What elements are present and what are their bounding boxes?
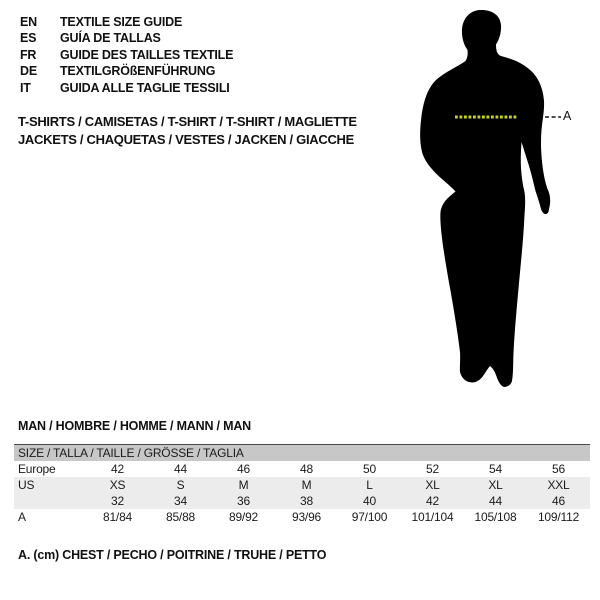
table-cell: 81/84	[102, 510, 133, 524]
language-code: EN	[20, 15, 37, 29]
figure	[380, 0, 600, 400]
table-cell: 46	[237, 462, 250, 476]
table-cell: 93/96	[291, 510, 322, 524]
table-cell: 54	[489, 462, 502, 476]
table-header: SIZE / TALLA / TAILLE / GRÖSSE / TAGLIA	[14, 445, 590, 462]
language-label: TEXTILE SIZE GUIDE	[60, 15, 183, 29]
table-cell: L	[338, 477, 401, 493]
category-line-tshirts: T-SHIRTS / CAMISETAS / T-SHIRT / T-SHIRT / MAGLIETTE	[18, 114, 357, 129]
table-cell: 97/100	[351, 510, 388, 524]
category-line-jackets: JACKETS / CHAQUETAS / VESTES / JACKEN / GIACCHE	[18, 132, 354, 148]
row-label: Europe	[18, 462, 56, 476]
language-row	[20, 30, 233, 46]
table-cell: 105/108	[474, 510, 517, 524]
table-cell: 109/112	[537, 510, 580, 524]
table-cell: XL	[464, 477, 527, 493]
language-code: DE	[20, 64, 37, 79]
language-label: GUIDA ALLE TAGLIE TESSILI	[60, 80, 230, 95]
table-cell: 101/104	[411, 510, 454, 524]
table-row	[14, 509, 590, 525]
table-cell: 46	[527, 493, 590, 509]
table-cell: M	[212, 477, 275, 493]
language-label: GUIDE DES TAILLES TEXTILE	[60, 47, 234, 62]
row-label: A	[18, 510, 26, 524]
language-code: FR	[20, 47, 37, 62]
table-cell: 36	[212, 493, 275, 509]
table-cell: S	[149, 477, 212, 493]
language-label: GUÍA DE TALLAS	[60, 31, 161, 46]
table-cell: 32	[86, 493, 149, 509]
table-cell: 44	[464, 493, 527, 509]
man-figure-svg	[380, 0, 600, 400]
language-label: TEXTILGRÖßENFÜHRUNG	[60, 64, 216, 79]
measure-label: A	[563, 109, 572, 123]
table-cell: 44	[174, 462, 187, 476]
table-row	[14, 493, 590, 509]
measurement-footnote: A. (cm) CHEST / PECHO / POITRINE / TRUHE / PETTO	[18, 548, 327, 562]
table-cell: 56	[552, 462, 565, 476]
table-row	[14, 477, 590, 493]
size-table-body	[14, 445, 590, 526]
language-row	[20, 14, 233, 30]
table-cell: XS	[86, 477, 149, 493]
language-row	[20, 63, 233, 79]
table-cell: 38	[275, 493, 338, 509]
section-title: MAN / HOMBRE / HOMME / MANN / MAN	[18, 419, 251, 433]
table-cell: 89/92	[228, 510, 259, 524]
size-table	[14, 444, 590, 525]
language-row	[20, 80, 233, 96]
table-cell: M	[275, 477, 338, 493]
table-cell: 52	[426, 462, 439, 476]
row-label	[14, 493, 86, 509]
table-cell: XXL	[527, 477, 590, 493]
language-code: ES	[20, 31, 37, 46]
row-label: US	[14, 477, 86, 493]
table-cell: 34	[149, 493, 212, 509]
table-cell: 40	[338, 493, 401, 509]
table-cell: 42	[401, 493, 464, 509]
table-cell: 85/88	[165, 510, 196, 524]
table-cell: 48	[300, 462, 313, 476]
language-row	[20, 47, 233, 63]
man-silhouette	[420, 10, 550, 387]
table-cell: 42	[111, 462, 124, 476]
table-cell: 50	[363, 462, 376, 476]
language-list	[20, 14, 233, 96]
language-code: IT	[20, 80, 31, 95]
table-cell: XL	[401, 477, 464, 493]
table-row	[14, 461, 590, 477]
category-lines	[18, 113, 357, 149]
table-header-row	[14, 445, 590, 462]
